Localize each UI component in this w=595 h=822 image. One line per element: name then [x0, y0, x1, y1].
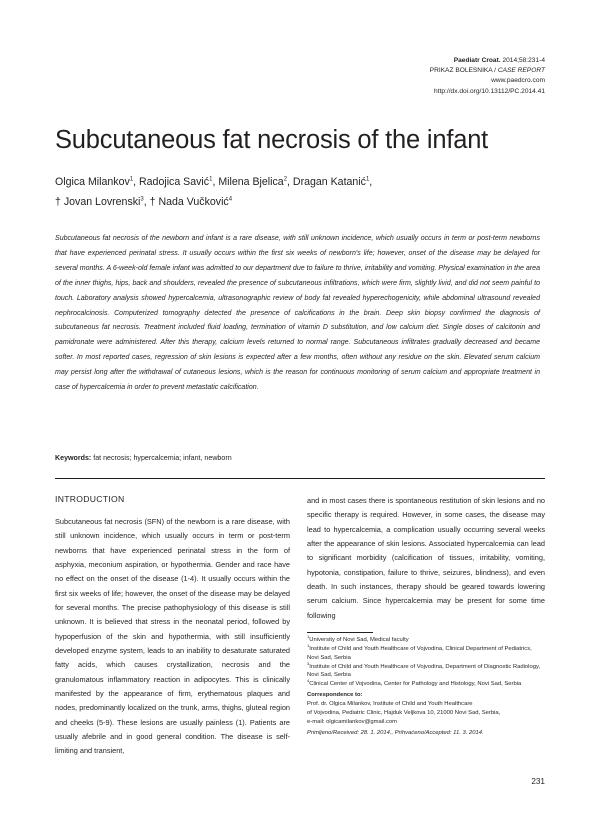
- footnote-sup: 3: [307, 660, 310, 666]
- article-type-en: CASE REPORT: [497, 67, 545, 75]
- affiliation-sup: 4: [228, 196, 233, 203]
- author-separator: ,: [143, 196, 150, 208]
- section-divider: [55, 478, 545, 479]
- article-type-hr: PRIKAZ BOLESNIKA: [429, 67, 493, 75]
- footnote-text: Institute of Child and Youth Healthcare of Vojvodina, Clinical Department of Pediatrics, Novi Sad, Serbia: [307, 645, 532, 661]
- footnote-sup: 1: [307, 634, 310, 640]
- correspondence-email[interactable]: e-mail: olgicamilankov@gmail.com: [307, 718, 398, 725]
- received-accepted-dates: Primljeno/Received: 28. 1. 2014., Prihvaćeno/Accepted: 11. 3. 2014.: [307, 730, 484, 737]
- journal-name: Paediatr Croat.: [453, 57, 501, 64]
- author-name: † Nada Vučković: [149, 196, 229, 208]
- introduction-text-col2: and in most cases there is spontaneous restitution of skin lesions and no specific therapy is required. However, in some cases, the disease may lead to hypercalcemia, a complication usually occurring several weeks after the appearance of skin lesions. Associated hypercalcemia can lead to significant morbidity (calcification of tissues, irritability, vomiting, hypotonia, constipation, failure to thrive, seizures, blindness), and even death. In such instances, therapy should be geared towards lowering serum calcium. Since hypercalcemia may be present for some time following: [307, 496, 545, 620]
- footnotes: [307, 636, 545, 738]
- journal-citation: [430, 56, 545, 66]
- correspondence-address: of Vojvodina, Pediatric Clinic, Hajduk Veljkova 10, 21000 Novi Sad, Serbia,: [307, 709, 501, 716]
- footnote-sup: 4: [307, 678, 310, 684]
- abstract: Subcutaneous fat necrosis of the newborn and infant is a rare disease, with still unknown incidence, which usually occurs in term or post-term newborns that have experienced perinatal stress. It usually occurs within the first six weeks of newborn's life; however, onset of the disease may be delayed for several months. A 6-week-old female infant was admitted to our department due to failure to thrive, irritability and vomiting. Physical examination in the area of the inner thighs, hips, back and shoulders, revealed the presence of subcutaneous infiltrations, which were firm, slightly livid, and did not seem painful to touch. Laboratory analysis showed hypercalcemia, ultrasonographic review of body fat revealed hyperechogenicity, while abdominal ultrasound revealed nephrocalcinosis. Computerized tomography detected the presence of calcifications in the brain. Deep skin biopsy confirmed the diagnosis of subcutaneous fat necrosis. Treatment included fluid loading, termination of vitamin D substitution, and low calcium diet. Single doses of calcitonin and pamidronate were administered. After this therapy, calcium levels returned to normal range. Subcutaneous infiltrates gradually decreased and became softer. In most reported cases, regression of skin lesions is expected after a few months, often without any residue on the skin. Elevated serum calcium may persist long after the withdrawal of cutaneous lesions, which is the reason for continuous monitoring of serum calcium and appropriate treatment in case of hypercalcemia in order to prevent metastatic calcification.: [55, 235, 540, 392]
- citation-text: 2014;58:231-4: [500, 57, 545, 64]
- author-separator: ,: [133, 176, 140, 188]
- author-separator: ,: [369, 176, 373, 188]
- affiliation-sup: 1: [365, 176, 370, 183]
- doi-link[interactable]: http://dx.doi.org/10.13112/PC.2014.41: [434, 87, 545, 95]
- affiliation-sup: 1: [209, 176, 213, 183]
- affiliation-sup: 2: [283, 176, 288, 183]
- footnote-text: Clinical Center of Vojvodina, Center for Pathology and Histology, Novi Sad, Serbia: [309, 681, 522, 688]
- affiliation-sup: 3: [140, 196, 144, 203]
- correspondence-address: Prof. dr. Olgica Milankov, Institute of Child and Youth Healthcare: [307, 700, 473, 707]
- journal-website[interactable]: www.paedcro.com: [491, 77, 545, 85]
- author: [55, 176, 139, 188]
- footnote-text: Institute of Child and Youth Healthcare of Vojvodina, Department of Diagnostic Radiology, Novi Sad, Serbia: [307, 663, 541, 679]
- keywords: [55, 452, 540, 464]
- author-separator: ,: [287, 176, 293, 188]
- introduction-heading: INTRODUCTION: [55, 494, 125, 504]
- affiliation-sup: 1: [129, 176, 134, 183]
- keywords-text: fat necrosis; hypercalcemia; infant, newborn: [91, 454, 232, 462]
- author-name: Milena Bjelica: [218, 176, 284, 188]
- author: [218, 176, 293, 188]
- author: [139, 176, 218, 188]
- keywords-label: Keywords:: [55, 454, 92, 462]
- affiliation-footnote: [307, 636, 545, 645]
- article-type-separator: /: [492, 67, 498, 75]
- article-title: Subcutaneous fat necrosis of the infant: [55, 126, 489, 154]
- author-name: Dragan Katanić: [292, 176, 366, 188]
- author: [293, 176, 372, 188]
- author-name: Olgica Milankov: [55, 176, 130, 188]
- footnote-rule: [307, 632, 373, 633]
- author-separator: ,: [212, 176, 219, 188]
- author: [55, 196, 150, 208]
- article-type: [430, 66, 545, 76]
- affiliation-footnote: [307, 660, 545, 684]
- correspondence-heading: Correspondence to:: [307, 692, 363, 699]
- author-name: † Jovan Lovrenski: [55, 196, 141, 208]
- affiliation-footnote: [307, 642, 545, 663]
- journal-header: [430, 56, 545, 97]
- affiliation-footnote: [307, 680, 545, 689]
- footnote-text: University of Novi Sad, Medical faculty: [309, 637, 409, 643]
- author-list: [55, 172, 515, 212]
- author-name: Radojica Savić: [139, 176, 210, 188]
- footnote-sup: 1: [307, 642, 310, 648]
- author: [150, 196, 232, 208]
- introduction-text-col1: Subcutaneous fat necrosis (SFN) of the newborn is a rare disease, with still unknown incidence, which usually occurs in term or post-term newborns that have experienced perinatal stress in the form of asphyxia, meconium aspiration, or hypothermia. Gender and race have no effect on the onset of the disease (1-4). It usually occurs within the first six weeks of life; however, the onset of the disease may be delayed for several months. The precise pathophysiology of this disease is still unknown. It is believed that stress in the neonatal period, followed by hypoperfusion of the skin and hypothermia, with still insufficiently developed enzyme system, leads to an inability to desaturate saturated fatty acids, which causes crystallization, necrosis and the granulomatous inflammatory reaction in adipocytes. This is clinically manifested by the appearance of firm, erythematous plaques and nodes, predominantly localized on the trunk, arms, thighs, gluteal region and cheeks (5-9). These lesions are usually painless (1). Patients are usually afebrile and in good general condition. The disease is self-limiting and transient,: [55, 517, 290, 756]
- page-number: 231: [531, 777, 545, 786]
